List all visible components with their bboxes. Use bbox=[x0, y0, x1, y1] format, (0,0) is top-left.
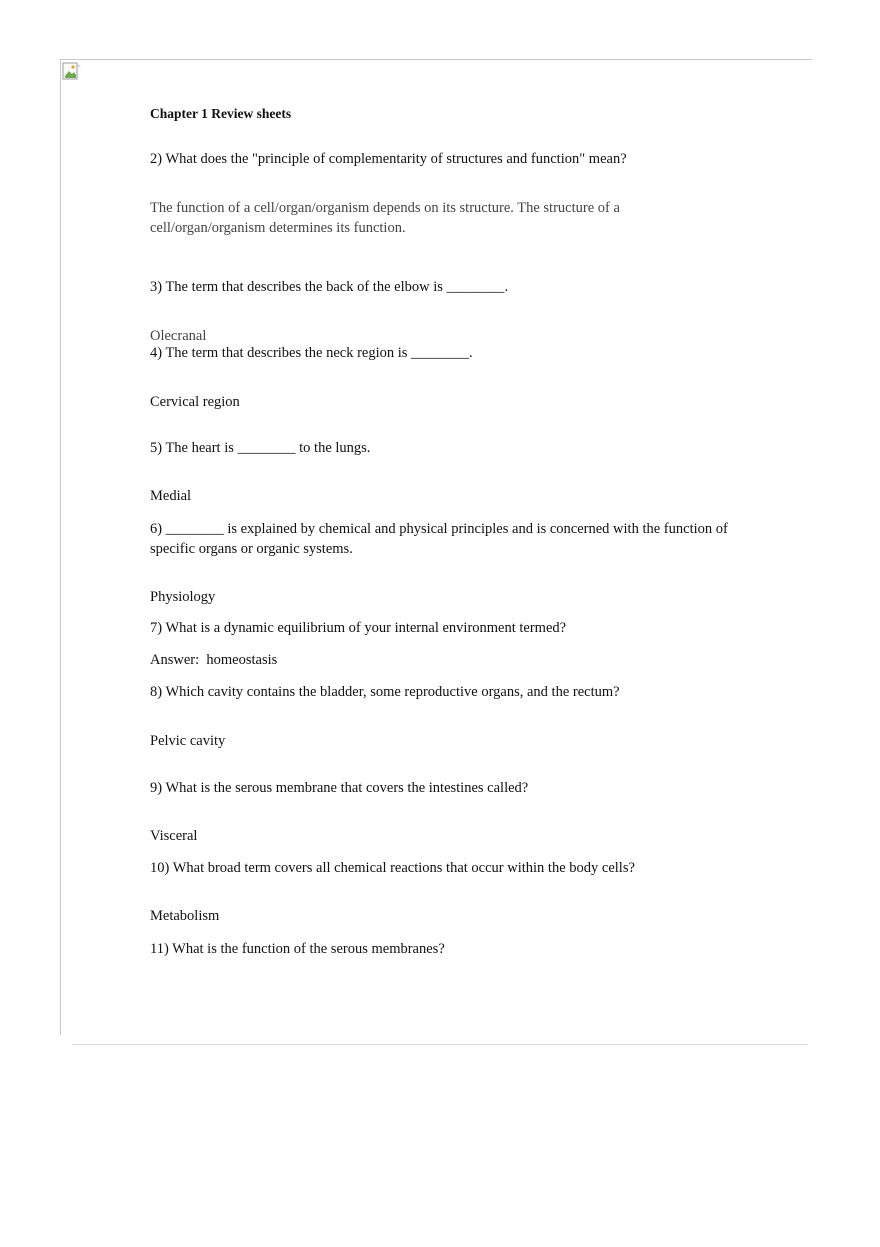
frame-top-border bbox=[60, 59, 812, 60]
answer-2: The function of a cell/organ/organism depends on its structure. The structure of a cell/organ/organism determines its function. bbox=[150, 200, 620, 236]
broken-image-icon bbox=[62, 62, 82, 82]
question-2: 2) What does the "principle of complementarity of structures and function" mean? bbox=[150, 151, 627, 167]
answer-8: Pelvic cavity bbox=[150, 733, 226, 749]
question-3: 3) The term that describes the back of the elbow is ________. bbox=[150, 279, 509, 295]
answer-5: Medial bbox=[150, 488, 192, 504]
answer-6: Physiology bbox=[150, 589, 216, 605]
question-4: 4) The term that describes the neck region is ________. bbox=[150, 345, 473, 361]
answer-10: Metabolism bbox=[150, 908, 220, 924]
question-6: 6) ________ is explained by chemical and physical principles and is concerned with the function of specific organs or organic systems. bbox=[150, 521, 728, 557]
question-7: 7) What is a dynamic equilibrium of your internal environment termed? bbox=[150, 620, 567, 636]
answer-9: Visceral bbox=[150, 828, 198, 844]
question-10: 10) What broad term covers all chemical reactions that occur within the body cells? bbox=[150, 860, 635, 876]
frame-bottom-border bbox=[72, 1044, 808, 1045]
frame-left-border bbox=[60, 59, 61, 1035]
question-11: 11) What is the function of the serous membranes? bbox=[150, 941, 445, 957]
question-8: 8) Which cavity contains the bladder, some reproductive organs, and the rectum? bbox=[150, 684, 620, 700]
question-9: 9) What is the serous membrane that covers the intestines called? bbox=[150, 780, 529, 796]
answer-3: Olecranal bbox=[150, 328, 207, 344]
question-5: 5) The heart is ________ to the lungs. bbox=[150, 440, 371, 456]
answer-7: Answer: homeostasis bbox=[150, 652, 278, 668]
page-title: Chapter 1 Review sheets bbox=[150, 106, 292, 121]
answer-4: Cervical region bbox=[150, 394, 240, 410]
